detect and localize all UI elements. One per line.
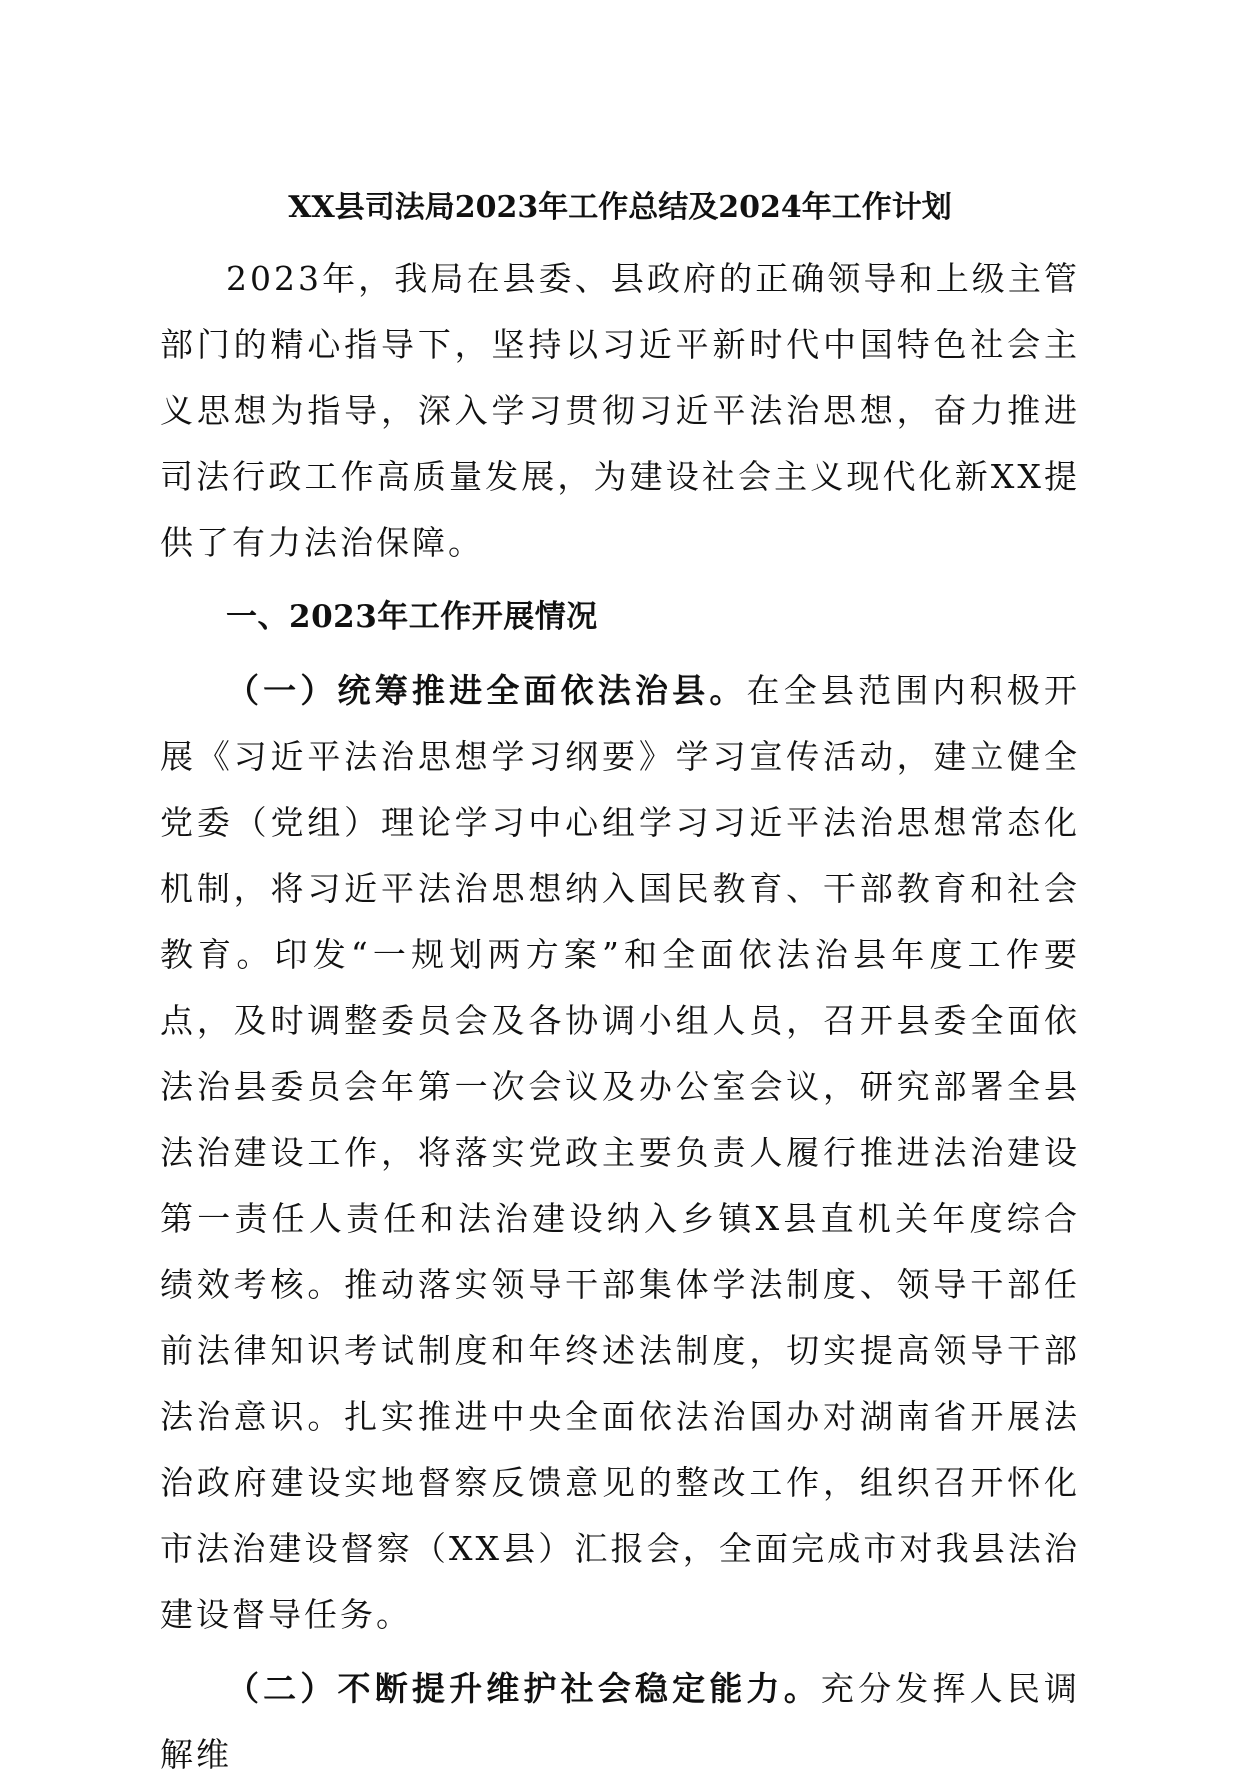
document-body — [160, 188, 1080, 1788]
paragraph-item-2-text: 充分发挥人民调解维 — [160, 1669, 1081, 1774]
document-title: XX县司法局2023年工作总结及2024年工作计划 — [288, 190, 952, 225]
paragraph-item-2 — [160, 1656, 1080, 1788]
section-heading: 一、2023年工作开展情况 — [226, 599, 598, 635]
paragraph-item-1-subhead: （一）统筹推进全面依法治县。 — [226, 671, 747, 710]
intro-paragraph: 2023年，我局在县委、县政府的正确领导和上级主管部门的精心指导下，坚持以习近平新时代中国特色社会主义思想为指导，深入学习贯彻习近平法治思想，奋力推进司法行政工作高质量发展，为建设社会主义现代化新XX提供了有力法治保障。 — [160, 259, 1080, 562]
paragraph-item-1-text: 在全县范围内积极开展《习近平法治思想学习纲要》学习宣传活动，建立健全党委（党组）理论学习中心组学习习近平法治思想常态化机制，将习近平法治思想纳入国民教育、干部教育和社会教育。印发“一规划两方案”和全面依法治县年度工作要点，及时调整委员会及各协调小组人员，召开县委全面依法治县委员会年第一次会议及办公室会议，研究部署全县法治建设工作，将落实党政主要负责人履行推进法治建设第一责任人责任和法治建设纳入乡镇X县直机关年度综合绩效考核。推动落实领导干部集体学法制度、领导干部任前法律知识考试制度和年终述法制度，切实提高领导干部法治意识。扎实推进中央全面依法治国办对湖南省开展法治政府建设实地督察反馈意见的整改工作，组织召开怀化市法治建设督察（XX县）汇报会，全面完成市对我县法治建设督导任务。 — [160, 671, 1081, 1634]
paragraph-item-1 — [160, 658, 1080, 1648]
paragraph-item-2-subhead: （二）不断提升维护社会稳定能力。 — [226, 1669, 821, 1708]
